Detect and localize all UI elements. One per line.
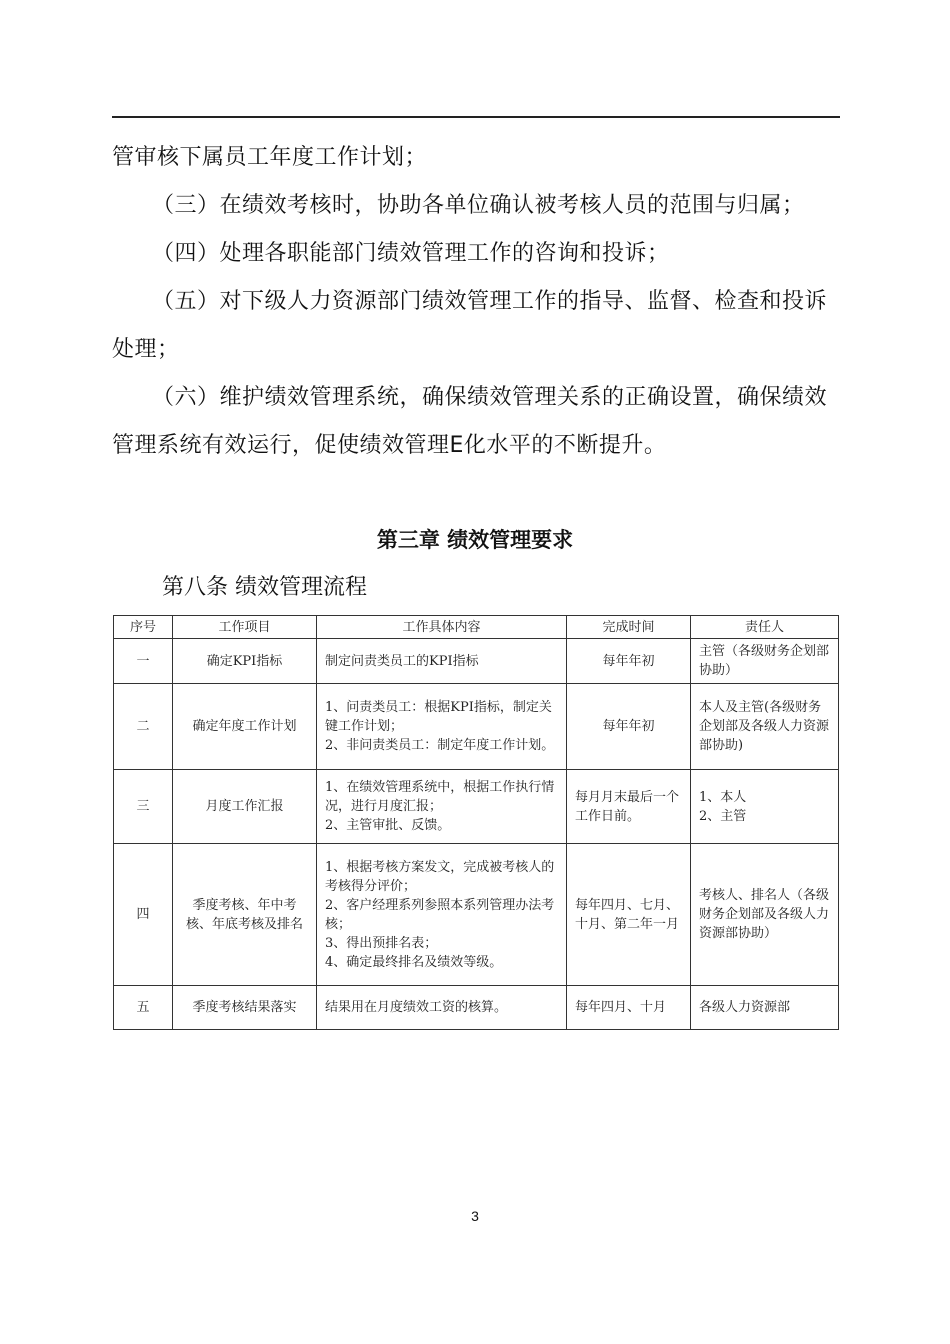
row-number: 四 bbox=[114, 844, 173, 986]
table-row bbox=[114, 684, 839, 770]
article-title: 第八条 绩效管理流程 bbox=[162, 575, 367, 600]
header-rule bbox=[112, 116, 840, 118]
page-number: 3 bbox=[471, 1208, 479, 1224]
row-item: 确定年度工作计划 bbox=[173, 684, 317, 770]
paragraph-1: 管审核下属员工年度工作计划； bbox=[112, 145, 428, 170]
table-row bbox=[114, 639, 839, 684]
table-row bbox=[114, 844, 839, 986]
header-owner: 责任人 bbox=[691, 616, 839, 639]
row-time: 每年年初 bbox=[567, 639, 691, 684]
table-body bbox=[114, 639, 839, 1030]
process-table bbox=[113, 615, 839, 1030]
row-number: 一 bbox=[114, 639, 173, 684]
header-content: 工作具体内容 bbox=[317, 616, 567, 639]
row-time: 每月月末最后一个工作日前。 bbox=[567, 770, 691, 844]
row-time: 每年四月、十月 bbox=[567, 986, 691, 1030]
header-time: 完成时间 bbox=[567, 616, 691, 639]
row-time: 每年四月、七月、十月、第二年一月 bbox=[567, 844, 691, 986]
row-owner: 主管（各级财务企划部协助） bbox=[691, 639, 839, 684]
row-content: 1、根据考核方案发文，完成被考核人的考核得分评价； 2、客户经理系列参照本系列管理办法考核； 3、得出预排名表； 4、确定最终排名及绩效等级。 bbox=[317, 844, 567, 986]
row-item: 季度考核结果落实 bbox=[173, 986, 317, 1030]
row-content: 1、问责类员工：根据KPI指标，制定关键工作计划； 2、非问责类员工：制定年度工作计划。 bbox=[317, 684, 567, 770]
row-owner: 各级人力资源部 bbox=[691, 986, 839, 1030]
row-content: 制定问责类员工的KPI指标 bbox=[317, 639, 567, 684]
row-time: 每年年初 bbox=[567, 684, 691, 770]
row-owner: 1、本人 2、主管 bbox=[691, 770, 839, 844]
header-item: 工作项目 bbox=[173, 616, 317, 639]
row-item: 季度考核、年中考核、年底考核及排名 bbox=[173, 844, 317, 986]
row-item: 月度工作汇报 bbox=[173, 770, 317, 844]
table-row bbox=[114, 770, 839, 844]
row-number: 二 bbox=[114, 684, 173, 770]
table-header-row bbox=[114, 616, 839, 639]
row-item: 确定KPI指标 bbox=[173, 639, 317, 684]
paragraph-5: （六）维护绩效管理系统，确保绩效管理关系的正确设置，确保绩效管理系统有效运行，促使绩效管理E化水平的不断提升。 bbox=[112, 385, 828, 458]
row-owner: 本人及主管(各级财务企划部及各级人力资源部协助) bbox=[691, 684, 839, 770]
row-owner: 考核人、排名人（各级财务企划部及各级人力资源部协助） bbox=[691, 844, 839, 986]
row-content: 结果用在月度绩效工资的核算。 bbox=[317, 986, 567, 1030]
paragraph-3: （四）处理各职能部门绩效管理工作的咨询和投诉； bbox=[152, 241, 670, 266]
chapter-title: 第三章 绩效管理要求 bbox=[376, 528, 574, 552]
paragraph-4: （五）对下级人力资源部门绩效管理工作的指导、监督、检查和投诉处理； bbox=[112, 289, 828, 362]
header-no: 序号 bbox=[114, 616, 173, 639]
table-row bbox=[114, 986, 839, 1030]
row-number: 五 bbox=[114, 986, 173, 1030]
row-number: 三 bbox=[114, 770, 173, 844]
row-content: 1、在绩效管理系统中，根据工作执行情况，进行月度汇报； 2、主管审批、反馈。 bbox=[317, 770, 567, 844]
paragraph-2: （三）在绩效考核时，协助各单位确认被考核人员的范围与归属； bbox=[152, 193, 805, 218]
